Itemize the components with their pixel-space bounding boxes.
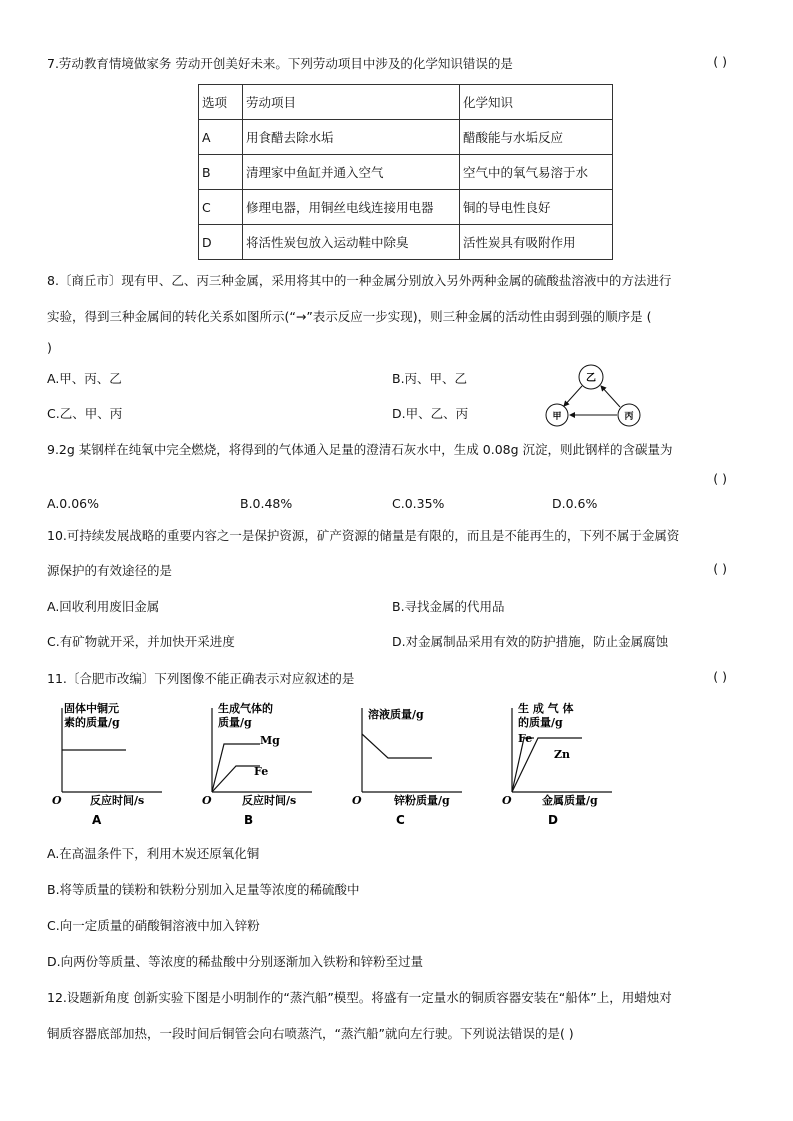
table-cell: 清理家中鱼缸并通入空气 [243,155,460,190]
table-cell: 空气中的氧气易溶于水 [460,155,613,190]
metal-label-top: 乙 [586,373,596,384]
table-header-cell: 劳动项目 [243,85,460,120]
graph-b-ylabel-line1: 生成气体的 [218,702,273,715]
graph-d-caption: D [548,813,558,827]
table-cell: 修理电器，用铜丝电线连接用电器 [243,190,460,225]
q11-option-b: B.将等质量的镁粉和铁粉分别加入足量等浓度的稀硫酸中 [47,882,360,897]
q11-option-c: C.向一定质量的硝酸铜溶液中加入锌粉 [47,918,260,933]
table-cell: 铜的导电性良好 [460,190,613,225]
q10-option-a: A.回收利用废旧金属 [47,599,160,614]
q8-stem-line3: ) [47,340,52,355]
q9-option-c: C.0.35% [392,496,445,511]
arrow-right-to-top [601,386,620,407]
graph-d-ylabel-line2: 的质量/g [518,716,563,729]
graph-c-curve [362,734,432,758]
graph-d-xlabel: 金属质量/g [542,794,598,807]
q9-stem: 9.2g 某钢样在纯氧中完全燃烧，将得到的气体通入足量的澄清石灰水中，生成 0.08g 沉淀，则此钢样的含碳量为 [47,442,673,457]
table-header-cell: 化学知识 [460,85,613,120]
table-cell: D [199,225,243,260]
graph-c-xlabel: 锌粉质量/g [394,794,450,807]
graph-a-origin: O [52,794,62,807]
table-header-cell: 选项 [199,85,243,120]
table-cell: A [199,120,243,155]
table-cell: B [199,155,243,190]
table-row [199,190,613,225]
q8-conversion-diagram [540,360,650,430]
q11-graph-b [200,700,340,830]
q9-option-a: A.0.06% [47,496,100,511]
q10-answer-paren: ( ) [713,561,727,576]
q11-graph-d [500,700,640,830]
graph-d-fe-label: Fe [518,732,533,745]
q11-graph-a [50,700,190,830]
graph-b-fe-label: Fe [254,765,269,778]
graph-b-mg-label: Mg [260,734,280,747]
graph-b-xlabel: 反应时间/s [242,794,297,807]
table-cell: 用食醋去除水垢 [243,120,460,155]
q8-stem-line2: 实验，得到三种金属间的转化关系如图所示(“→”表示反应一步实现)，则三种金属的活动性由弱到强的顺序是 ( [47,309,652,324]
q10-option-d: D.对金属制品采用有效的防护措施，防止金属腐蚀 [392,634,669,649]
graph-d-origin: O [502,794,512,807]
q10-stem-line1: 10.可持续发展战略的重要内容之一是保护资源，矿产资源的储量是有限的，而且是不能再生的，下列不属于金属资 [47,528,680,543]
metal-label-right: 丙 [624,412,634,422]
q7-stem: 7.劳动教育情境做家务 劳动开创美好未来。下列劳动项目中涉及的化学知识错误的是 [47,56,513,71]
graph-b-ylabel-line2: 质量/g [218,716,252,729]
q11-graph-c [350,700,490,830]
graph-c-origin: O [352,794,362,807]
graph-a-xlabel: 反应时间/s [90,794,145,807]
table-row [199,120,613,155]
q8-option-d: D.甲、乙、丙 [392,406,469,421]
graph-b-origin: O [202,794,212,807]
table-cell: 将活性炭包放入运动鞋中除臭 [243,225,460,260]
q11-stem: 11.〔合肥市改编〕下列图像不能正确表示对应叙述的是 [47,671,355,686]
graph-c-ylabel: 溶液质量/g [368,708,424,721]
q8-option-c: C.乙、甲、丙 [47,406,123,421]
graph-a-caption: A [92,813,102,827]
graph-d-ylabel-line1: 生 成 气 体 [518,702,574,715]
graph-d-zn-label: Zn [554,748,571,761]
q11-option-d: D.向两份等质量、等浓度的稀盐酸中分别逐渐加入铁粉和锌粉至过量 [47,954,424,969]
q8-option-b: B.丙、甲、乙 [392,371,468,386]
graph-a-ylabel-line2: 素的质量/g [64,716,120,729]
q8-stem-line1: 8.〔商丘市〕现有甲、乙、丙三种金属，采用将其中的一种金属分别放入另外两种金属的硫酸盐溶液中的方法进行 [47,273,672,288]
q9-option-d: D.0.6% [552,496,598,511]
q9-answer-paren: ( ) [713,471,727,486]
metal-label-left: 甲 [552,412,562,422]
q10-option-b: B.寻找金属的代用品 [392,599,505,614]
table-row [199,225,613,260]
q7-table [198,84,613,260]
table-cell: 醋酸能与水垢反应 [460,120,613,155]
q8-option-a: A.甲、丙、乙 [47,371,122,386]
table-row [199,155,613,190]
q10-option-c: C.有矿物就开采，并加快开采进度 [47,634,235,649]
arrow-top-to-left [564,386,582,406]
graph-b-caption: B [244,813,254,827]
graph-b-fe-curve [212,766,260,792]
q11-option-a: A.在高温条件下，利用木炭还原氧化铜 [47,846,260,861]
q12-stem-line2: 铜质容器底部加热，一段时间后铜管会向右喷蒸汽，“蒸汽船”就向左行驶。下列说法错误的是( ) [47,1026,574,1041]
table-cell: C [199,190,243,225]
q7-answer-paren: ( ) [713,54,727,69]
q11-answer-paren: ( ) [713,669,727,684]
graph-c-caption: C [396,813,405,827]
table-header-row [199,85,613,120]
table-cell: 活性炭具有吸附作用 [460,225,613,260]
q12-stem-line1: 12.设题新角度 创新实验下图是小明制作的“蒸汽船”模型。将盛有一定量水的铜质容器安装在“船体”上，用蜡烛对 [47,990,672,1005]
q10-stem-line2: 源保护的有效途径的是 [47,563,173,578]
graph-a-ylabel-line1: 固体中铜元 [64,702,119,715]
q9-option-b: B.0.48% [240,496,293,511]
